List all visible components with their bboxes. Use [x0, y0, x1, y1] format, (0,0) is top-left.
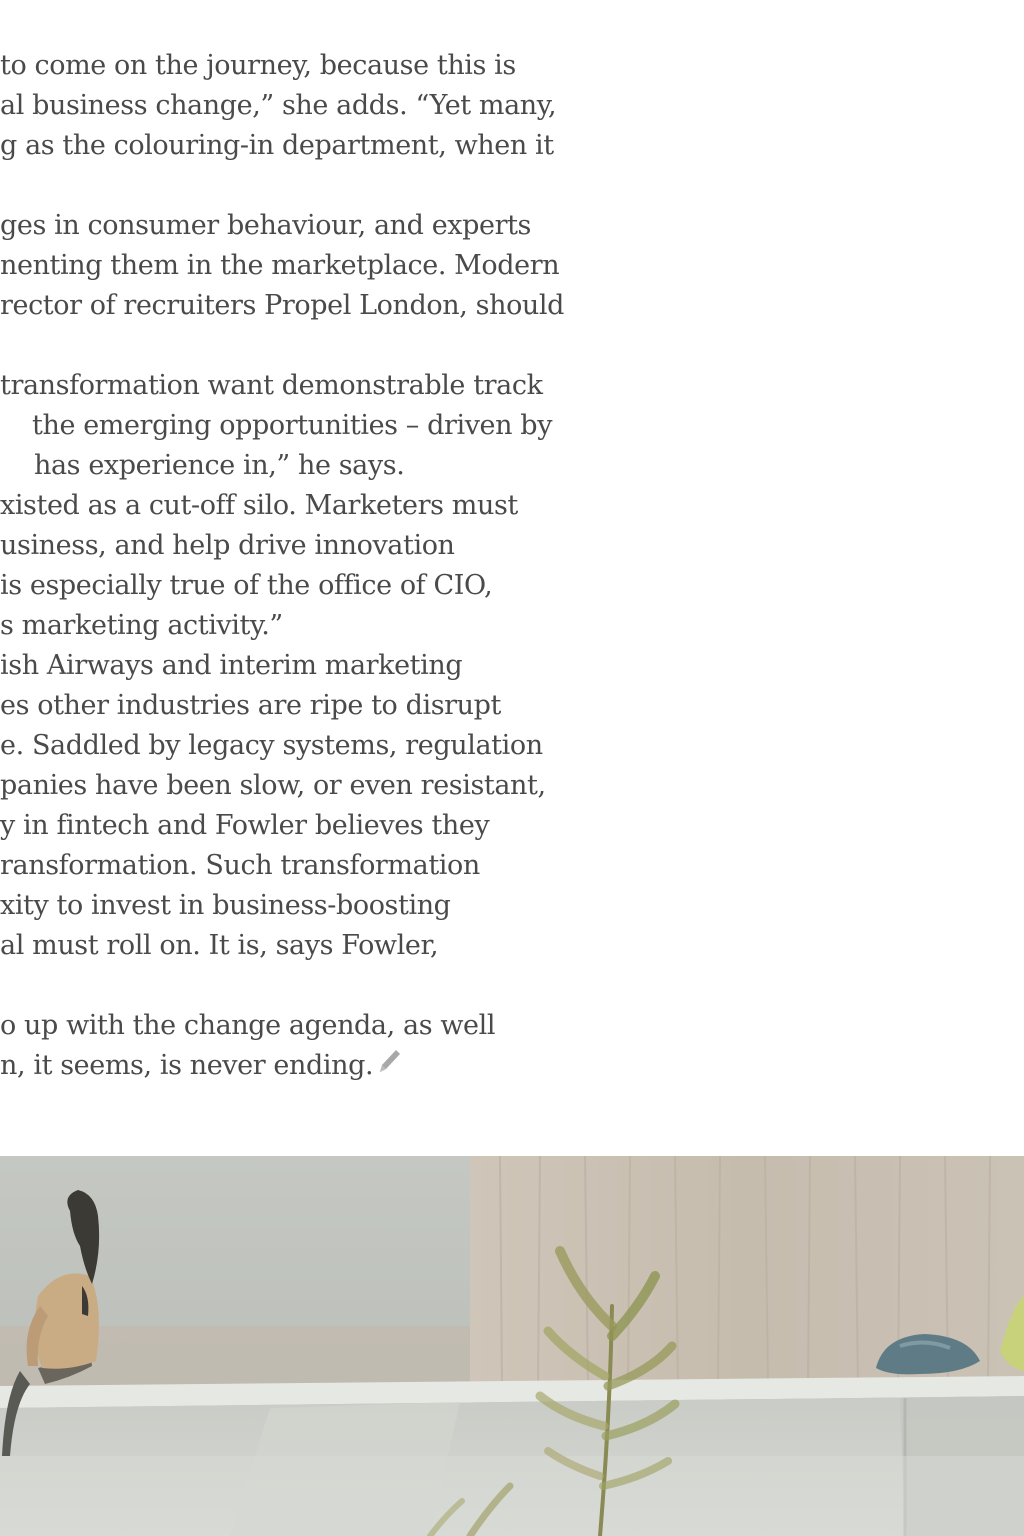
- article-line: al business change,” she adds. “Yet many,: [0, 90, 557, 121]
- article-line: e. Saddled by legacy systems, regulation: [0, 730, 543, 761]
- pencil-icon: [377, 1047, 403, 1087]
- article-line-text: n, it seems, is never ending.: [0, 1050, 374, 1081]
- article-line: transformation want demonstrable track: [0, 370, 543, 401]
- article-line: xity to invest in business-boosting: [0, 890, 451, 921]
- article-line: ransformation. Such transformation: [0, 850, 480, 881]
- article-line: al must roll on. It is, says Fowler,: [0, 930, 439, 961]
- article-line: o up with the change agenda, as well: [0, 1010, 496, 1041]
- article-line: ges in consumer behaviour, and experts: [0, 210, 532, 241]
- article-line: xisted as a cut-off silo. Marketers must: [0, 490, 518, 521]
- article-line: rector of recruiters Propel London, should: [0, 290, 565, 321]
- article-line: to come on the journey, because this is: [0, 50, 516, 81]
- article-line: panies have been slow, or even resistant,: [0, 770, 546, 801]
- article-line: is especially true of the office of CIO,: [0, 570, 493, 601]
- article-line: usiness, and help drive innovation: [0, 530, 455, 561]
- article-line: the emerging opportunities – driven by: [32, 410, 553, 441]
- article-line: es other industries are ripe to disrupt: [0, 690, 501, 721]
- article-line: y in fintech and Fowler believes they: [0, 810, 490, 841]
- article-line: s marketing activity.”: [0, 610, 283, 641]
- article-line: ish Airways and interim marketing: [0, 650, 463, 681]
- article-last-line: [0, 1046, 403, 1087]
- article-line: has experience in,” he says.: [34, 450, 405, 481]
- painted-illustration: [0, 1156, 1024, 1536]
- article-line: nenting them in the marketplace. Modern: [0, 250, 560, 281]
- article-line: g as the colouring-in department, when it: [0, 130, 554, 161]
